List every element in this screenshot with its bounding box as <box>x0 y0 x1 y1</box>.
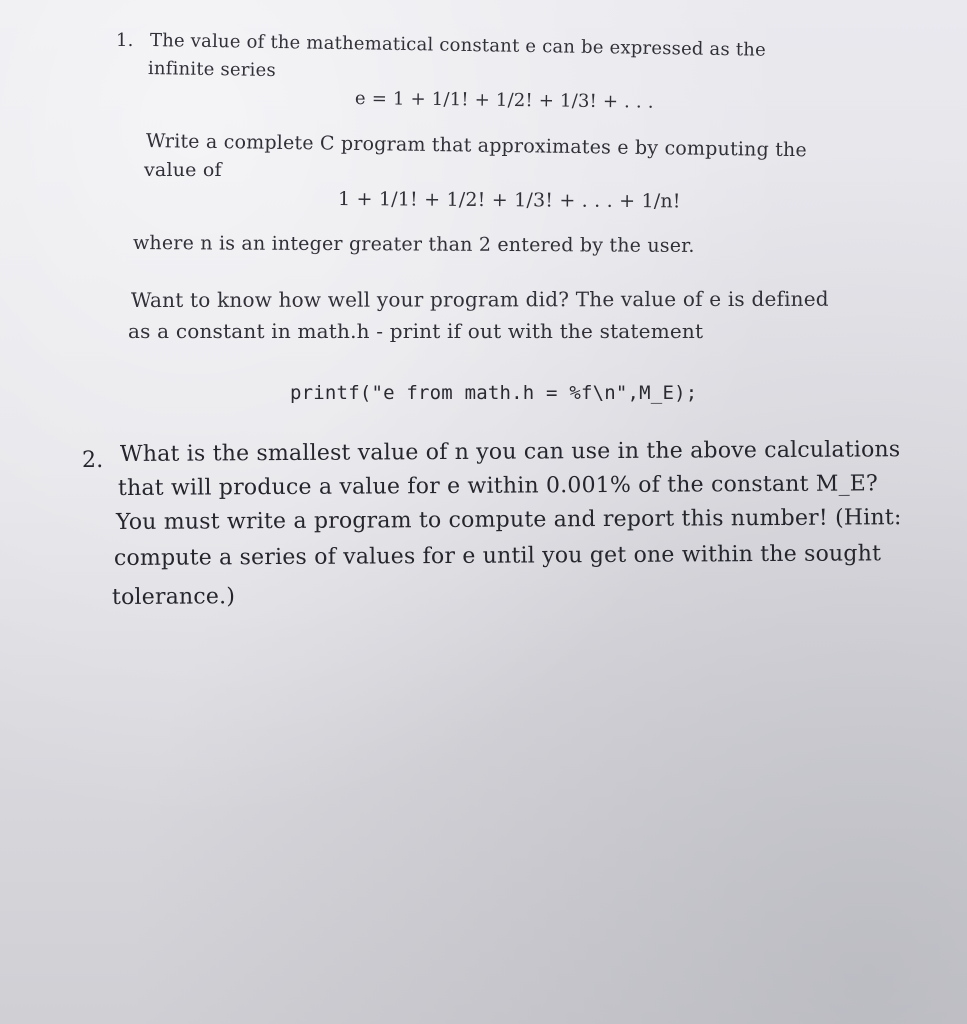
printf-code-statement: printf("e from math.h = %f\n",M_E); <box>290 382 698 404</box>
problem-1-line-5: where n is an integer greater than 2 entered by the user. <box>132 232 695 257</box>
problem-1-line-3: Write a complete C program that approximates e by computing the <box>145 130 808 162</box>
problem-2-line-4: compute a series of values for e until you get one within the sought <box>113 541 882 571</box>
problem-1-line-4: value of <box>144 159 222 181</box>
problem-1-line-6: Want to know how well your program did? The value of e is defined <box>130 286 829 312</box>
problem-2-line-3: You must write a program to compute and report this number! (Hint: <box>115 505 902 535</box>
problem-2-line-1: What is the smallest value of n you can use in the above calculations <box>119 437 901 467</box>
problem-1-line-7: as a constant in math.h - print if out with the statement <box>128 319 704 343</box>
problem-1-line-2: infinite series <box>147 58 277 82</box>
problem-1-line-1: The value of the mathematical constant e can be expressed as the <box>149 30 767 61</box>
problem-2-number: 2. <box>82 448 104 473</box>
problem-2-line-5: tolerance.) <box>111 584 236 610</box>
problem-2-line-2: that will produce a value for e within 0.001% of the constant M_E? <box>117 471 879 501</box>
series-equation: e = 1 + 1/1! + 1/2! + 1/3! + . . . <box>354 88 654 113</box>
partial-sum-equation: 1 + 1/1! + 1/2! + 1/3! + . . . + 1/n! <box>337 188 681 213</box>
problem-1-number: 1. <box>116 30 134 51</box>
